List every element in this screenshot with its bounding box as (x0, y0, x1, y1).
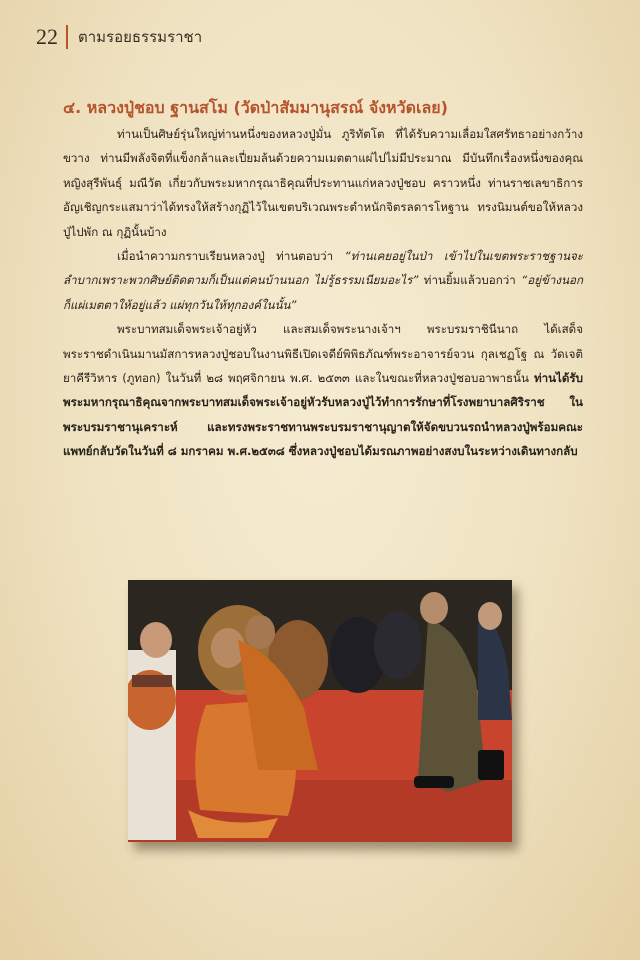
quote-2: “อยู่ข้างนอก ก็แผ่เมตตาให้อยู่แล้ว แผ่ทุกวันให้ทุกองค์ในนั้น” (63, 273, 583, 312)
header-divider (66, 25, 68, 49)
paragraph-1: ท่านเป็นศิษย์รุ่นใหญ่ท่านหนึ่งของหลวงปู่มั่น ภูริทัตโต ที่ได้รับความเลื่อมใสศรัทธาอย่างกว้างขวาง ท่านมีพลังจิตที่แข็งกล้าและเปี่ยมล้นด้วยความเมตตาแผ่ไปไม่มีประมาณ มีบันทึกเรื่องหนึ่งของคุณหญิงสุรีพันธุ์ มณีวัต เกี่ยวกับพระมหากรุณาธิคุณที่ประทานแก่หลวงปู่ชอบ คราวหนึ่ง ท่านราชเลขาธิการ อัญเชิญกระแสมาว่าได้ทรงให้สร้างกุฏิไว้ในเขตบริเวณพระตำหนักจิตรลดารโหฐาน ทรงนิมนต์ขอให้หลวงปู่ไปพัก ณ กุฏินั้นบ้าง (63, 127, 583, 239)
paragraph-3 (63, 317, 583, 463)
paragraph-2-text-a: เมื่อนำความกราบเรียนหลวงปู่ ท่านตอบว่า (117, 249, 334, 264)
paragraph-2-text-b: ท่านยิ้มแล้วบอกว่า (423, 273, 516, 288)
quote-1: “ท่านเคยอยู่ในป่า เข้าไปในเขตพระราชฐานจะลำบากเพราะพวกศิษย์ติดตามก็เป็นแต่คนบ้านนอก ไม่รู้ธรรมเนียมอะไร” (63, 249, 584, 288)
section-heading: ๔. หลวงปู่ชอบ ฐานสโม (วัดป่าสัมมานุสรณ์ จังหวัดเลย) (63, 98, 448, 117)
running-title: ตามรอยธรรมราชา (78, 28, 203, 46)
page-header (36, 22, 202, 52)
paragraph-3-bold: ท่านได้รับพระมหากรุณาธิคุณจากพระบาทสมเด็จพระเจ้าอยู่หัวรับหลวงปู่ไว้ทำการรักษาที่โรงพยาบาลศิริราช ในพระบรมราชานุเคราะห์ และทรงพระราชทานพระบรมราชานุญาตให้จัดขบวนรถนำหลวงปู่พร้อมคณะแพทย์กลับวัดในวันที่ ๘ มกราคม พ.ศ.๒๕๓๘ ซึ่งหลวงปู่ชอบได้มรณภาพอย่างสงบในระหว่างเดินทางกลับ (63, 371, 583, 459)
photograph (128, 580, 512, 842)
page-number: 22 (36, 24, 58, 49)
body-text (63, 122, 583, 464)
paragraph-2 (63, 244, 583, 317)
paragraph-3-text: พระบาทสมเด็จพระเจ้าอยู่หัว และสมเด็จพระนางเจ้าฯ พระบรมราชินีนาถ ได้เสด็จพระราชดำเนินมานมัสการหลวงปู่ชอบในงานพิธีเปิดเจดีย์พิพิธภัณฑ์พระอาจารย์จวน กุลเชฏโฐ ณ วัดเจติยาคีรีวิหาร (ภูทอก) ในวันที่ ๒๘ พฤศจิกายน พ.ศ. ๒๕๓๓ และในขณะที่หลวงปู่ชอบอาพาธนั้น (63, 322, 583, 386)
